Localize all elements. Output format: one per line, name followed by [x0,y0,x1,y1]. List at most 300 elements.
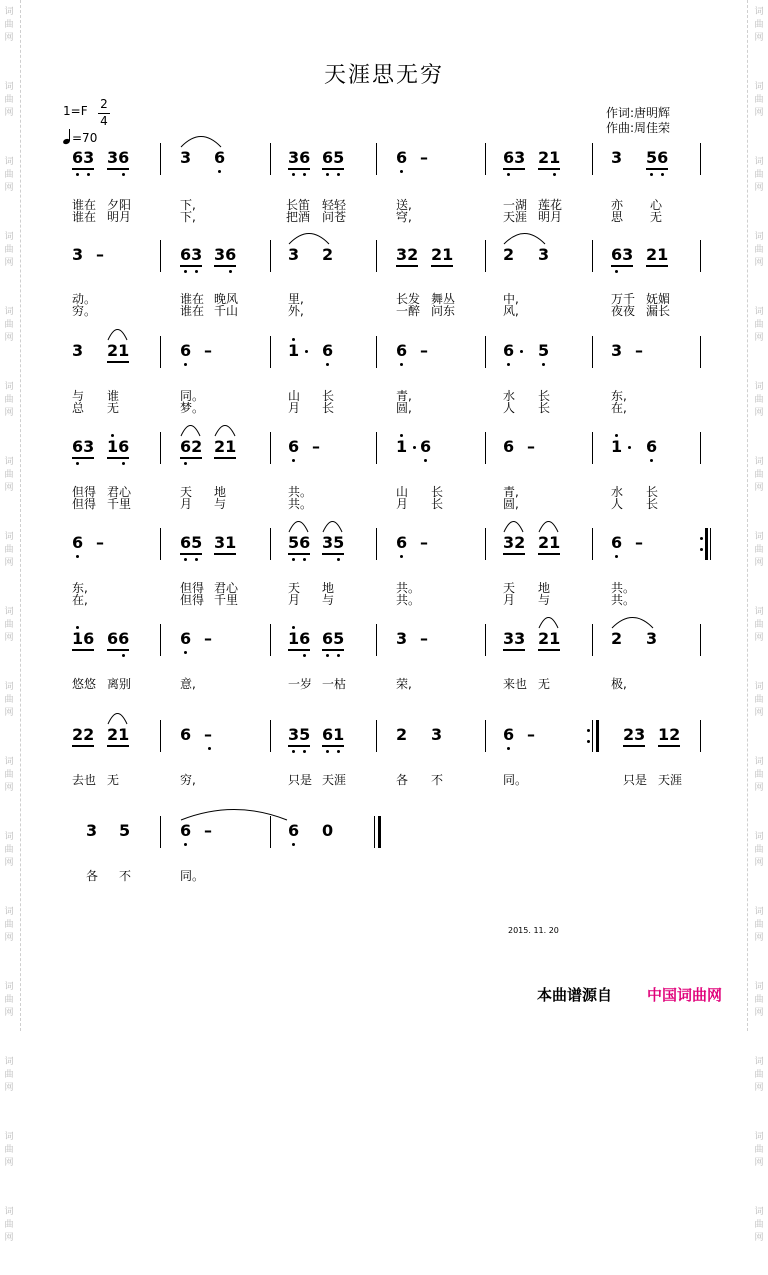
note: 56 [288,533,311,552]
lyric-text: 问苍 [322,210,347,224]
bar-line [485,432,486,464]
note: 33 [503,629,526,648]
lyric-text: 去也 [72,773,97,787]
repeat-dot [587,740,590,743]
note: 35 [322,533,345,552]
note: 21 [646,245,669,264]
watermark-char: 曲 [754,395,764,405]
lyric-text: 青, [396,389,412,403]
note: 6 [180,725,192,744]
eighth-underline [288,745,310,747]
watermark-group [754,606,763,645]
lyric-text: 地 [538,581,551,595]
note: – [96,245,104,264]
lyric-text: 不 [431,773,444,787]
eighth-underline [214,265,236,267]
lyric-text: 无 [650,210,663,224]
watermark-char: 词 [754,307,764,317]
slur [180,136,222,148]
eighth-underline [322,168,344,170]
low-octave-dot [326,654,329,657]
lyric-text: 极, [611,677,627,691]
note: 23 [623,725,646,744]
bar-line [485,143,486,175]
note: 3 [396,629,408,648]
low-octave-dot [195,558,198,561]
low-octave-dot [615,555,618,558]
note: 36 [214,245,237,264]
key-signature: 1=F [63,104,88,118]
eighth-underline [72,649,94,651]
slur [214,425,236,437]
lyric-text: 但得 [180,581,205,595]
watermark-char: 网 [4,108,14,118]
note: 6 [420,437,432,456]
lyric-text: 月 [180,497,193,511]
note: 21 [107,725,130,744]
repeat-bar-thin [710,528,711,560]
watermark-char: 网 [754,1008,764,1018]
note: – [527,725,535,744]
note: – [635,341,643,360]
note: 63 [72,148,95,167]
note: 63 [180,245,203,264]
eighth-underline [72,745,94,747]
lyric-text: 长 [646,497,659,511]
note: 36 [288,148,311,167]
note: 3 [431,725,443,744]
lyric-text: 漏长 [646,304,671,318]
lyric-text: 长 [538,401,551,415]
watermark-group [754,531,763,570]
bar-line [700,432,701,464]
watermark-char: 网 [754,1083,764,1093]
lyric-text: 与 [322,593,335,607]
low-octave-dot [208,747,211,750]
bar-line [160,624,161,656]
lyric-text: 下, [180,210,196,224]
bar-line [700,143,701,175]
slur [107,713,128,725]
note: 12 [658,725,681,744]
watermark-char: 曲 [754,95,764,105]
low-octave-dot [400,170,403,173]
lyric-text: 风, [503,304,519,318]
low-octave-dot [615,270,618,273]
note: – [420,533,428,552]
note: 63 [72,437,95,456]
watermark-char: 曲 [4,845,14,855]
lyric-text: 谁在 [72,198,97,212]
note: 22 [72,725,95,744]
watermark-char: 曲 [4,245,14,255]
note: 16 [288,629,311,648]
augmentation-dot [413,446,416,449]
slur [288,521,309,533]
low-octave-dot [184,462,187,465]
watermark-char: 网 [4,333,14,343]
note: 66 [107,629,130,648]
low-octave-dot [507,747,510,750]
watermark-char: 曲 [4,545,14,555]
lyric-text: 千里 [107,497,132,511]
note: 31 [214,533,237,552]
watermark-char: 曲 [4,170,14,180]
note: 6 [396,341,408,360]
note: – [420,148,428,167]
eighth-underline [214,457,236,459]
note: 65 [180,533,203,552]
watermark-char: 曲 [4,320,14,330]
lyric-text: 月 [396,497,409,511]
low-octave-dot [184,270,187,273]
bar-line [160,816,161,848]
low-octave-dot [76,462,79,465]
slur [538,521,559,533]
watermark-right [752,0,766,1275]
lyric-text: 天涯 [322,773,347,787]
lyric-text: 问东 [431,304,456,318]
footer-source: 本曲谱源自 [537,986,613,1004]
note: 35 [288,725,311,744]
watermark-char: 词 [4,532,14,542]
watermark-group [4,981,13,1020]
watermark-char: 网 [4,483,14,493]
low-octave-dot [184,558,187,561]
watermark-char: 词 [4,1132,14,1142]
slur [503,521,524,533]
lyric-text: 长 [431,497,444,511]
lyric-text: 明月 [538,210,563,224]
eighth-underline [322,553,344,555]
watermark-char: 词 [754,82,764,92]
note: 21 [538,148,561,167]
low-octave-dot [292,558,295,561]
watermark-char: 曲 [4,1220,14,1230]
lyric-text: 月 [288,401,301,415]
note: – [204,629,212,648]
bar-line [485,528,486,560]
note: – [96,533,104,552]
note: 2 [396,725,408,744]
eighth-underline [503,649,525,651]
bar-line [700,624,701,656]
watermark-char: 词 [4,307,14,317]
left-margin-line [20,0,21,1031]
watermark-char: 曲 [754,170,764,180]
lyric-text: 天 [503,581,516,595]
watermark-group [754,1131,763,1170]
high-octave-dot [111,434,114,437]
watermark-char: 网 [754,858,764,868]
bar-line [160,143,161,175]
watermark-char: 曲 [754,770,764,780]
lyric-text: 晚风 [214,292,239,306]
eighth-underline [658,745,680,747]
note: 6 [646,437,658,456]
low-octave-dot [184,843,187,846]
lyric-text: 长 [646,485,659,499]
watermark-char: 词 [754,1207,764,1217]
lyric-text: 明月 [107,210,132,224]
note: 6 [72,533,84,552]
watermark-char: 网 [4,708,14,718]
lyric-text: 动。 [72,292,97,306]
bar-line [376,336,377,368]
watermark-group [4,606,13,645]
note: 6 [214,148,226,167]
repeat-bar-thick [705,528,708,560]
note: 5 [538,341,550,360]
watermark-char: 网 [754,633,764,643]
watermark-char: 网 [4,1158,14,1168]
lyric-text: 谁 [107,389,120,403]
lyric-text: 共。 [288,497,313,511]
eighth-underline [646,168,668,170]
note: 62 [180,437,203,456]
watermark-char: 曲 [4,995,14,1005]
eighth-underline [503,553,525,555]
lyric-text: 送, [396,198,412,212]
watermark-char: 曲 [754,1070,764,1080]
bar-line [592,432,593,464]
watermark-char: 词 [754,682,764,692]
bar-line [376,143,377,175]
watermark-left [2,0,16,1275]
watermark-char: 网 [754,33,764,43]
lyric-text: 夜夜 [611,304,636,318]
low-octave-dot [292,459,295,462]
eighth-underline [180,457,202,459]
bar-line [485,336,486,368]
note: – [420,341,428,360]
lyric-text: 谁在 [180,292,205,306]
watermark-char: 曲 [754,20,764,30]
watermark-char: 词 [754,607,764,617]
eighth-underline [107,361,129,363]
right-margin-line [747,0,748,1031]
note: 6 [503,341,515,360]
lyric-text: 共。 [396,593,421,607]
note: – [204,341,212,360]
slur [107,329,128,341]
watermark-char: 词 [754,532,764,542]
bar-line [592,143,593,175]
watermark-char: 网 [754,708,764,718]
eighth-underline [288,168,310,170]
low-octave-dot [337,654,340,657]
lyric-text: 山 [396,485,409,499]
bar-line [485,720,486,752]
note: 2 [503,245,515,264]
high-octave-dot [292,626,295,629]
low-octave-dot [326,750,329,753]
watermark-group [754,456,763,495]
watermark-char: 词 [4,82,14,92]
watermark-char: 曲 [4,95,14,105]
bar-line [592,336,593,368]
lyric-text: 地 [214,485,227,499]
lyric-text: 妩媚 [646,292,671,306]
note: 3 [611,148,623,167]
watermark-char: 词 [754,1057,764,1067]
watermark-char: 网 [754,933,764,943]
watermark-char: 网 [754,1233,764,1243]
lyric-text: 水 [611,485,624,499]
bar-line [270,720,271,752]
watermark-group [754,156,763,195]
lyric-text: 千山 [214,304,239,318]
eighth-underline [288,553,310,555]
watermark-char: 词 [754,982,764,992]
eighth-underline [322,649,344,651]
watermark-char: 词 [4,757,14,767]
eighth-underline [623,745,645,747]
slur [538,617,559,629]
watermark-char: 词 [4,232,14,242]
note: 1 [396,437,408,456]
note: 21 [107,341,130,360]
bar-line [592,624,593,656]
lyric-text: 长 [431,485,444,499]
lyric-text: 人 [611,497,624,511]
bar-line [270,336,271,368]
watermark-char: 曲 [754,995,764,1005]
eighth-underline [611,265,633,267]
note: 61 [322,725,345,744]
slur [322,521,343,533]
lyric-text: 梦。 [180,401,205,415]
note: 21 [538,629,561,648]
lyric-text: 水 [503,389,516,403]
low-octave-dot [122,654,125,657]
lyric-text: 只是 [623,773,648,787]
lyric-text: 无 [538,677,551,691]
lyric-text: 东, [611,389,627,403]
high-octave-dot [76,626,79,629]
bar-line [270,528,271,560]
low-octave-dot [507,173,510,176]
lyric-text: 外, [288,304,304,318]
lyric-text: 穹, [396,210,412,224]
lyric-text: 君心 [107,485,132,499]
watermark-char: 曲 [754,695,764,705]
note: 3 [611,341,623,360]
low-octave-dot [76,173,79,176]
watermark-char: 词 [4,982,14,992]
low-octave-dot [122,173,125,176]
low-octave-dot [400,363,403,366]
lyric-text: 圆, [503,497,519,511]
lyric-text: 月 [503,593,516,607]
bar-line [485,240,486,272]
low-octave-dot [184,651,187,654]
augmentation-dot [628,446,631,449]
final-bar-thick [378,816,381,848]
note: 6 [180,629,192,648]
lyric-text: 一醉 [396,304,421,318]
watermark-char: 曲 [4,395,14,405]
watermark-char: 网 [754,108,764,118]
lyric-text: 总 [72,401,85,415]
watermark-group [4,306,13,345]
eighth-underline [322,745,344,747]
watermark-char: 曲 [4,1145,14,1155]
watermark-group [754,381,763,420]
watermark-char: 网 [4,1008,14,1018]
low-octave-dot [326,363,329,366]
lyricist-credit: 作词:唐明辉 [606,106,671,120]
low-octave-dot [326,173,329,176]
bar-line [160,336,161,368]
lyric-text: 同。 [503,773,528,787]
lyric-text: 里, [288,292,304,306]
note: 2 [611,629,623,648]
lyric-text: 舞丛 [431,292,456,306]
repeat-dot [700,537,703,540]
note: 0 [322,821,334,840]
slur [180,425,201,437]
lyric-text: 把酒 [286,210,311,224]
low-octave-dot [303,750,306,753]
bar-line [592,528,593,560]
bar-line [270,432,271,464]
watermark-group [754,1056,763,1095]
lyric-text: 长 [538,389,551,403]
watermark-char: 曲 [4,770,14,780]
note: 3 [86,821,98,840]
watermark-char: 词 [754,7,764,17]
eighth-underline [214,553,236,555]
watermark-char: 词 [4,1207,14,1217]
note: 32 [503,533,526,552]
lyric-text: 离别 [107,677,132,691]
note: 65 [322,629,345,648]
watermark-char: 网 [754,558,764,568]
low-octave-dot [76,555,79,558]
eighth-underline [646,265,668,267]
final-bar-thin [374,816,375,848]
quarter-note-stem [69,129,70,141]
watermark-char: 网 [4,1083,14,1093]
low-octave-dot [661,173,664,176]
bar-line [376,528,377,560]
lyric-text: 无 [107,773,120,787]
watermark-char: 网 [4,33,14,43]
watermark-group [4,756,13,795]
date-stamp: 2015. 11. 20 [508,926,559,935]
note: 6 [396,533,408,552]
lyric-text: 中, [503,292,519,306]
watermark-char: 词 [4,832,14,842]
lyric-text: 天涯 [658,773,683,787]
lyric-text: 轻轻 [322,198,347,212]
note: 6 [503,437,515,456]
lyric-text: 下, [180,198,196,212]
lyric-text: 同。 [180,389,205,403]
eighth-underline [180,553,202,555]
bar-line [592,240,593,272]
lyric-text: 各 [86,869,99,883]
eighth-underline [72,168,94,170]
watermark-group [4,1206,13,1245]
watermark-group [754,306,763,345]
lyric-text: 不 [119,869,132,883]
lyric-text: 心 [650,198,663,212]
low-octave-dot [337,173,340,176]
eighth-underline [107,649,129,651]
lyric-text: 但得 [180,593,205,607]
